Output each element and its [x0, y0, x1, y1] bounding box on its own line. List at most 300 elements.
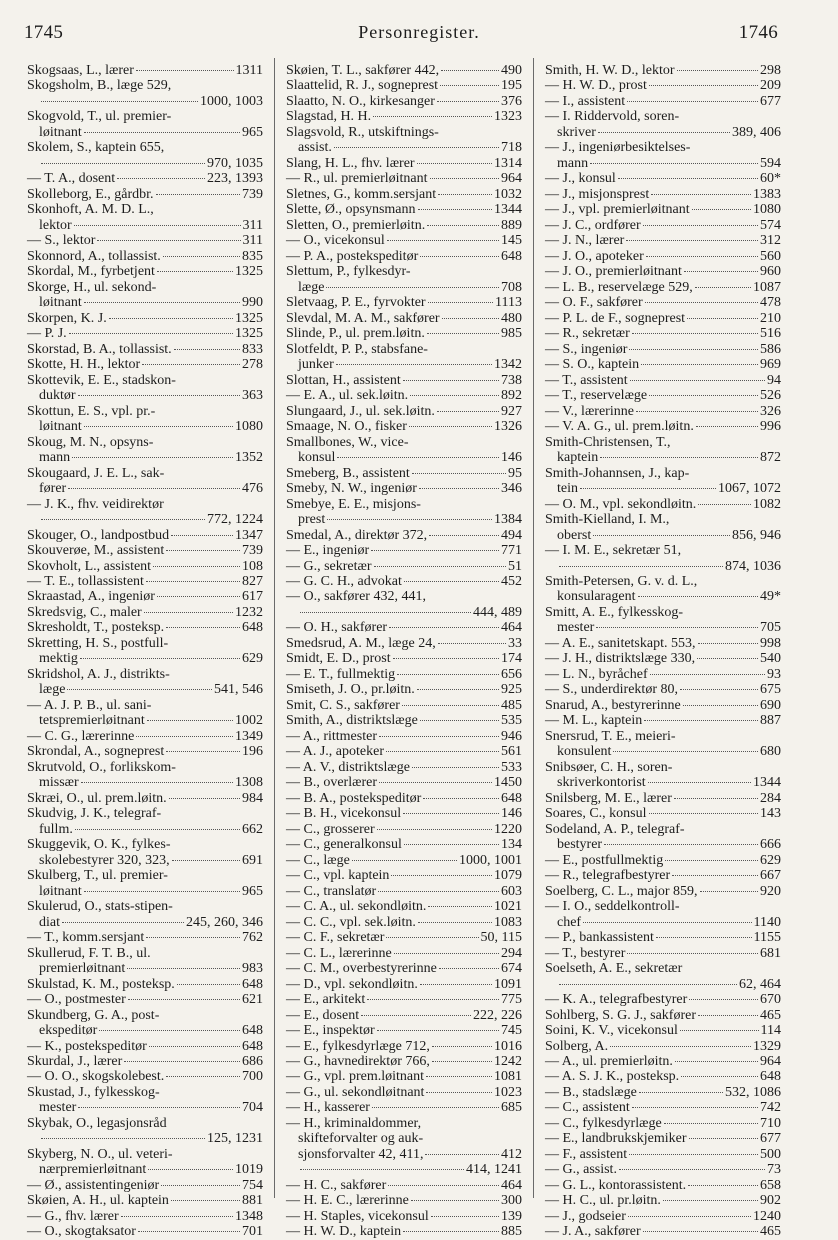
index-entry [545, 961, 781, 992]
entry-text: læge [298, 279, 325, 295]
page-reference: 108 [242, 558, 263, 574]
index-entry [286, 806, 522, 821]
index-entry [286, 899, 522, 914]
entry-text: Skogsaas, L., lærer [27, 63, 134, 78]
entry-continuation-line [286, 512, 522, 527]
entry-line [545, 1054, 781, 1069]
entry-text: — O. M., vpl. sekondløitn. [545, 496, 697, 512]
entry-text: — K. A., telegrafbestyrer [545, 992, 688, 1008]
index-entry [27, 729, 263, 744]
page-reference: 1342 [494, 357, 522, 373]
entry-text: chef [557, 914, 582, 930]
page-reference: 478 [760, 295, 781, 311]
entry-text: prest [298, 512, 326, 528]
dot-leader [596, 627, 758, 628]
index-entry [27, 140, 263, 171]
entry-text: Snibsøer, C. H., soren- [545, 759, 673, 775]
entry-line [545, 280, 781, 295]
page-reference: 872 [760, 450, 781, 466]
index-entry [27, 791, 263, 806]
index-entry [545, 218, 781, 233]
dot-leader [429, 535, 499, 536]
entry-text: — O. F., sakfører [545, 295, 643, 311]
dot-leader [136, 70, 234, 71]
dot-leader [174, 349, 240, 350]
entry-line [27, 202, 263, 217]
dot-leader [404, 844, 499, 845]
entry-text: — C., fylkesdyrlæge [545, 1115, 662, 1131]
dot-leader [403, 813, 499, 814]
dot-leader [41, 101, 198, 102]
entry-continuation-line [545, 481, 781, 496]
dot-leader [427, 225, 499, 226]
dot-leader [632, 1107, 758, 1108]
entry-line [545, 171, 781, 186]
entry-line [27, 1209, 263, 1224]
index-entry [27, 589, 263, 604]
index-entry [27, 497, 263, 528]
entry-text: — E., landbrukskjemiker [545, 1131, 687, 1147]
dot-leader [386, 937, 478, 938]
dot-leader [84, 132, 240, 133]
entry-text: Skudvig, J. K., telegraf- [27, 806, 162, 822]
entry-line [545, 419, 781, 434]
index-entry [286, 1069, 522, 1084]
entry-text: — E., fylkesdyrlæge 712, [286, 1038, 430, 1054]
entry-text: Slagstad, H. H. [286, 109, 372, 125]
page-reference: 533 [501, 759, 522, 775]
dot-leader [629, 349, 758, 350]
page-reference: 964 [760, 1054, 781, 1069]
entry-line [27, 1069, 263, 1084]
page-reference: 222, 226 [473, 1007, 522, 1023]
page-reference: 667 [760, 868, 781, 884]
page-reference: 754 [242, 1177, 263, 1193]
dot-leader [67, 689, 212, 690]
entry-line [27, 435, 263, 450]
page-reference: 594 [760, 155, 781, 171]
index-entry [27, 899, 263, 930]
page-reference: 1220 [494, 821, 522, 837]
index-entry [545, 806, 781, 821]
dot-leader [438, 194, 492, 195]
entry-line [27, 1039, 263, 1054]
dot-leader [683, 705, 758, 706]
entry-line [286, 559, 522, 574]
index-entry [545, 373, 781, 388]
entry-text: — H. Staples, vicekonsul [286, 1208, 429, 1224]
entry-text: Soares, C., konsul [545, 806, 647, 822]
index-entry [27, 868, 263, 899]
entry-line [286, 528, 522, 543]
index-entry [27, 837, 263, 868]
page-reference: 526 [760, 388, 781, 404]
entry-line [27, 1224, 263, 1239]
dot-leader [419, 488, 499, 489]
page-title: Personregister. [358, 22, 480, 42]
page-reference: 670 [760, 992, 781, 1008]
entry-line [545, 1023, 781, 1038]
page-reference: 648 [242, 1038, 263, 1054]
entry-text: — M. L., kaptein [545, 713, 643, 729]
page-reference: 1000, 1003 [200, 93, 263, 109]
index-entry [286, 713, 522, 728]
entry-line [545, 822, 781, 837]
entry-line [27, 729, 263, 744]
page-reference: 145 [501, 233, 522, 249]
dot-leader [161, 1185, 240, 1186]
entry-text: Skullerud, F. T. B., ul. [27, 945, 151, 961]
entry-text: Smeberg, B., assistent [286, 465, 410, 481]
entry-text: diat [39, 914, 60, 930]
entry-line [27, 1178, 263, 1193]
entry-line [545, 1085, 781, 1100]
entry-line [545, 342, 781, 357]
entry-text: — Ø., assistentingeniør [27, 1177, 160, 1193]
dot-leader [604, 844, 758, 845]
entry-line [545, 109, 781, 124]
right-page-number: 1746 [738, 22, 778, 43]
entry-text: — P. J. [27, 326, 67, 342]
page-reference: 885 [501, 1224, 522, 1240]
dot-leader [696, 426, 758, 427]
dot-leader [644, 720, 758, 721]
page-reference: 1019 [235, 1162, 263, 1178]
page-reference: 833 [242, 341, 263, 357]
entry-line [286, 915, 522, 930]
entry-line [545, 884, 781, 899]
entry-text: — O., postmester [27, 992, 126, 1008]
index-entry [27, 1085, 263, 1116]
dot-leader [372, 1107, 499, 1108]
index-entry [286, 1039, 522, 1054]
entry-line [545, 1224, 781, 1239]
entry-line [545, 667, 781, 682]
entry-text: Slagsvold, R., utskiftnings- [286, 124, 439, 140]
entry-text: Skuggevik, O. K., fylkes- [27, 837, 171, 853]
entry-line [286, 295, 522, 310]
entry-text: — J. O., apoteker [545, 248, 644, 264]
index-entry [286, 528, 522, 543]
entry-text: — H., kriminaldommer, [286, 1115, 422, 1131]
register-column-1 [27, 63, 263, 1240]
page-reference: 1232 [235, 604, 263, 620]
index-entry [545, 651, 781, 666]
entry-text: Slinde, P., ul. prem.løitn. [286, 326, 425, 342]
page-reference: 874, 1036 [725, 558, 781, 574]
entry-text: løitnant [39, 419, 82, 435]
page-reference: 691 [242, 852, 263, 868]
entry-line [286, 264, 522, 279]
entry-continuation-line [286, 357, 522, 372]
entry-text: Skundberg, G. A., post- [27, 1007, 160, 1023]
entry-line [286, 667, 522, 682]
dot-leader [650, 674, 765, 675]
entry-continuation-line [27, 388, 263, 403]
entry-line [545, 1039, 781, 1054]
entry-text: — C. C., vpl. sek.løitn. [286, 914, 416, 930]
entry-line [27, 373, 263, 388]
index-entry [545, 404, 781, 419]
entry-line [27, 63, 263, 78]
index-entry [545, 667, 781, 682]
entry-text: — C., generalkonsul [286, 837, 402, 853]
entry-text: oberst [557, 527, 592, 543]
entry-line [286, 853, 522, 868]
index-entry [286, 295, 522, 310]
dot-leader [698, 1015, 758, 1016]
page-reference: 294 [501, 945, 522, 961]
index-entry [286, 311, 522, 326]
entry-text: ekspeditør [39, 1023, 98, 1039]
index-entry [286, 884, 522, 899]
entry-text: Skyberg, N. O., ul. veteri- [27, 1146, 173, 1162]
entry-text: løitnant [39, 295, 82, 311]
page-reference: 146 [501, 806, 522, 822]
entry-text: — A., rittmester [286, 728, 377, 744]
entry-line [27, 806, 263, 821]
page-reference: 970, 1035 [207, 155, 263, 171]
dot-leader [377, 1030, 499, 1031]
dot-leader [409, 426, 492, 427]
entry-text: — T. A., dosent [27, 171, 116, 187]
entry-text: — S., lektor [27, 233, 96, 249]
page-reference: 969 [760, 357, 781, 373]
page-reference: 49* [760, 589, 781, 605]
entry-text: mester [557, 620, 595, 636]
index-entry [545, 249, 781, 264]
entry-text: Smith, H. W. D., lektor [545, 63, 675, 78]
entry-line [27, 311, 263, 326]
page-reference: 311 [242, 233, 263, 249]
entry-line [286, 884, 522, 899]
entry-line [545, 1147, 781, 1162]
entry-text: — G., assist. [545, 1162, 617, 1178]
page-reference: 1023 [494, 1084, 522, 1100]
index-entry [286, 187, 522, 202]
index-entry [286, 651, 522, 666]
entry-line [545, 698, 781, 713]
index-entry [545, 1054, 781, 1069]
page-reference: 134 [501, 837, 522, 853]
index-entry [545, 992, 781, 1007]
entry-text: løitnant [39, 883, 82, 899]
entry-text: — H. W. D., kaptein [286, 1224, 402, 1240]
entry-line [286, 78, 522, 93]
page-reference: 1325 [235, 326, 263, 342]
page-reference: 1325 [235, 264, 263, 280]
dot-leader [627, 953, 758, 954]
entry-line [27, 404, 263, 419]
index-entry [27, 636, 263, 667]
entry-text: Sletten, O., premierløitn. [286, 217, 426, 233]
dot-leader [74, 225, 241, 226]
index-entry [286, 326, 522, 341]
page-reference: 1079 [494, 868, 522, 884]
entry-line [545, 187, 781, 202]
entry-text: Snersrud, T. E., meieri- [545, 728, 676, 744]
entry-line [286, 404, 522, 419]
entry-text: — C., translatør [286, 883, 377, 899]
page-reference: 1000, 1001 [459, 852, 522, 868]
page-reference: 680 [760, 744, 781, 760]
page-reference: 476 [242, 481, 263, 497]
index-entry [27, 744, 263, 759]
index-entry [27, 1069, 263, 1084]
entry-text: Smith-Petersen, G. v. d. L., [545, 573, 698, 589]
dot-leader [166, 627, 240, 628]
entry-text: nærpremierløitnant [39, 1162, 147, 1178]
index-entry [286, 543, 522, 558]
register-column-3 [545, 63, 781, 1240]
dot-leader [121, 1216, 233, 1217]
entry-line [286, 63, 522, 78]
page-reference: 465 [760, 1224, 781, 1240]
dot-leader [166, 751, 240, 752]
dot-leader [412, 473, 506, 474]
entry-text: fører [39, 481, 67, 497]
dot-leader [675, 1061, 758, 1062]
entry-line [286, 497, 522, 512]
index-entry [27, 1147, 263, 1178]
dot-leader [336, 364, 492, 365]
entry-continuation-line [27, 156, 263, 171]
dot-leader [378, 891, 499, 892]
entry-continuation-line [545, 450, 781, 465]
entry-line [286, 651, 522, 666]
page-reference: 1344 [753, 775, 781, 791]
entry-line [27, 899, 263, 914]
entry-line [286, 636, 522, 651]
dot-leader [442, 318, 499, 319]
entry-line [545, 899, 781, 914]
entry-text: Smallbones, W., vice- [286, 434, 409, 450]
entry-text: Skottevik, E. E., stadskon- [27, 372, 176, 388]
entry-text: — I. M. E., sekretær 51, [545, 543, 682, 559]
index-entry [545, 264, 781, 279]
page-reference: 718 [501, 140, 522, 156]
index-entry [286, 404, 522, 419]
entry-continuation-line [286, 1131, 522, 1146]
entry-line [27, 1193, 263, 1208]
entry-text: — C. F., sekretær [286, 930, 385, 946]
page-reference: 1384 [494, 512, 522, 528]
index-entry [27, 264, 263, 279]
index-entry [27, 109, 263, 140]
entry-text: konsulent [557, 744, 612, 760]
index-entry [286, 1116, 522, 1178]
entry-text: Skulerud, O., stats-stipen- [27, 899, 173, 915]
entry-continuation-line [286, 1162, 522, 1177]
dot-leader [300, 1169, 464, 1170]
dot-leader [69, 333, 233, 334]
entry-text: — A. E., sanitetskapt. 553, [545, 635, 696, 651]
entry-text: tetspremierløitnant [39, 713, 145, 729]
page-reference: 485 [501, 697, 522, 713]
entry-text: — C., assistent [545, 1100, 630, 1116]
dot-leader [417, 163, 492, 164]
page-reference: 705 [760, 620, 781, 636]
entry-text: — E. A., ul. sek.løitn. [286, 388, 409, 404]
page-reference: 33 [508, 635, 522, 651]
entry-text: Skogsholm, B., læge 529, [27, 78, 172, 94]
entry-text: — E. T., fullmektig [286, 666, 396, 682]
entry-line [27, 109, 263, 124]
dot-leader [41, 1138, 205, 1139]
entry-line [545, 1131, 781, 1146]
page-reference: 666 [760, 837, 781, 853]
entry-continuation-line [27, 775, 263, 790]
page-reference: 480 [501, 310, 522, 326]
dot-leader [430, 178, 499, 179]
index-entry [545, 435, 781, 466]
entry-text: Smedal, A., direktør 372, [286, 527, 428, 543]
page-reference: 648 [242, 1023, 263, 1039]
entry-text: — G. L., kontorassistent. [545, 1177, 687, 1193]
entry-text: — H. C., ul. pr.løitn. [545, 1193, 661, 1209]
entry-line [27, 233, 263, 248]
entry-text: Skredsvig, C., maler [27, 604, 142, 620]
page-reference: 516 [760, 326, 781, 342]
entry-line [286, 574, 522, 589]
entry-continuation-line [27, 295, 263, 310]
entry-line [27, 698, 263, 713]
dot-leader [327, 519, 492, 520]
index-entry [545, 295, 781, 310]
entry-line [545, 806, 781, 821]
page-reference: 195 [501, 78, 522, 94]
entry-line [286, 729, 522, 744]
entry-text: Skridshol, A. J., distrikts- [27, 666, 170, 682]
entry-text: Smit, C. S., sakfører [286, 697, 400, 713]
dot-leader [146, 937, 240, 938]
index-entry [27, 202, 263, 233]
entry-text: Smith, A., distriktslæge [286, 713, 418, 729]
page-reference: 93 [767, 666, 781, 682]
page-reference: 677 [760, 1131, 781, 1147]
entry-text: — B. H., vicekonsul [286, 806, 402, 822]
page-reference: 464 [501, 1177, 522, 1193]
dot-leader [425, 1154, 499, 1155]
entry-line [545, 1116, 781, 1131]
entry-continuation-line [27, 512, 263, 527]
entry-text: løitnant [39, 124, 82, 140]
dot-leader [618, 178, 758, 179]
index-entry [545, 497, 781, 512]
page-reference: 739 [242, 186, 263, 202]
page-reference: 965 [242, 124, 263, 140]
index-entry [545, 311, 781, 326]
entry-text: Skouger, O., landpostbud [27, 527, 170, 543]
entry-text: — F., assistent [545, 1146, 628, 1162]
page-reference: 629 [760, 852, 781, 868]
dot-leader [438, 643, 506, 644]
index-entry [545, 1209, 781, 1224]
entry-text: — J., misjonsprest [545, 186, 650, 202]
entry-line [27, 667, 263, 682]
page-reference: 902 [760, 1193, 781, 1209]
dot-leader [41, 519, 205, 520]
entry-continuation-line [545, 744, 781, 759]
dot-leader [441, 70, 499, 71]
entry-text: Skoug, M. N., opsyns- [27, 434, 154, 450]
entry-line [286, 311, 522, 326]
entry-text: læge [39, 682, 66, 698]
entry-continuation-line [27, 822, 263, 837]
page-reference: 648 [760, 1069, 781, 1085]
page-reference: 574 [760, 217, 781, 233]
page-reference: 312 [760, 233, 781, 249]
